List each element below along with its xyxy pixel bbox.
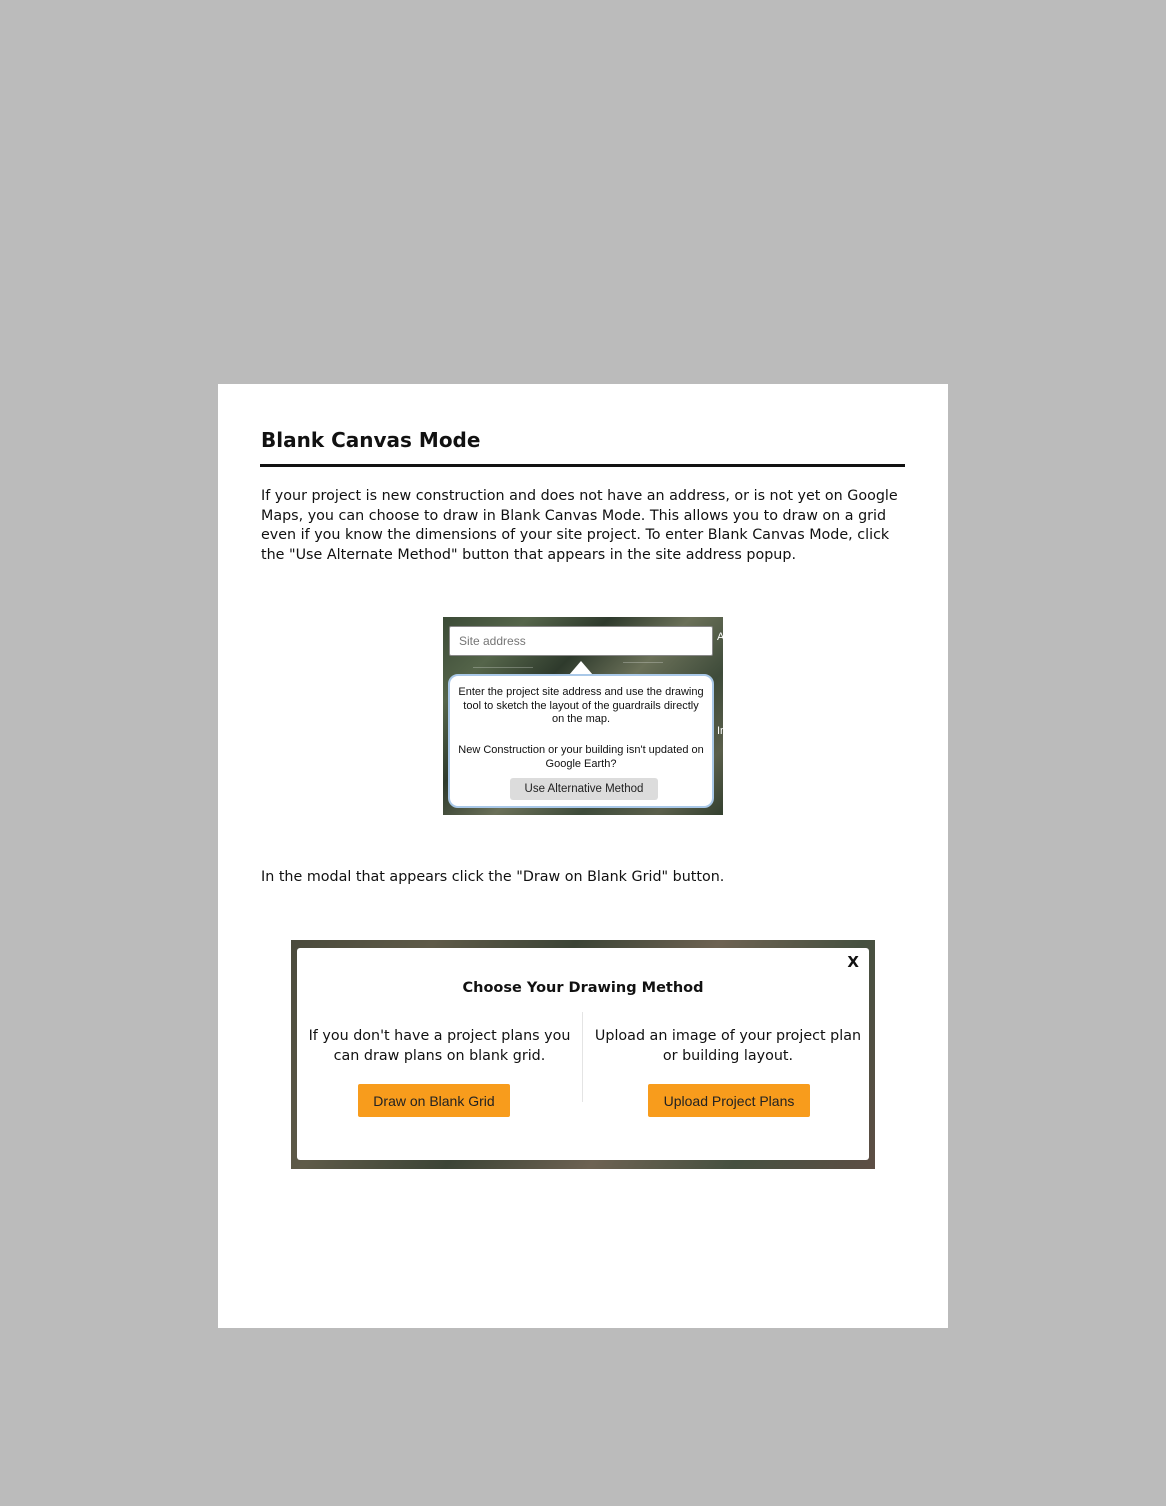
map-label-fragment: A xyxy=(717,631,725,643)
use-alternative-method-button[interactable]: Use Alternative Method xyxy=(510,778,658,800)
upload-plans-description: Upload an image of your project plan or building layout. xyxy=(594,1028,862,1064)
close-button[interactable]: X xyxy=(847,953,859,971)
instruction-paragraph: In the modal that appears click the "Draw on Blank Grid" button. xyxy=(261,869,725,885)
drawing-method-modal xyxy=(297,948,869,1160)
page-title: Blank Canvas Mode xyxy=(261,428,481,452)
popup-arrow xyxy=(569,661,593,675)
modal-title: Choose Your Drawing Method xyxy=(462,980,704,996)
site-address-screenshot xyxy=(443,617,723,815)
title-divider xyxy=(260,464,905,467)
upload-project-plans-button[interactable]: Upload Project Plans xyxy=(648,1084,810,1117)
map-label-fragment: Ir xyxy=(717,725,724,737)
popup-question: New Construction or your building isn't updated on Google Earth? xyxy=(458,744,704,770)
popup-instructions: Enter the project site address and use the drawing tool to sketch the layout of the guardrails directly on the map. xyxy=(458,686,704,725)
column-divider xyxy=(582,1012,583,1102)
intro-paragraph: If your project is new construction and does not have an address, or is not yet on Google Maps, you can choose to draw in Blank Canvas Mode. This allows you to draw on a grid even if you know the dimensions of your site project. To enter Blank Canvas Mode, click the "Use Alternate Method" button that appears in the site address popup. xyxy=(261,488,898,563)
document-page xyxy=(218,384,948,1328)
site-address-input[interactable] xyxy=(449,626,713,656)
address-help-popup xyxy=(448,674,714,808)
map-texture xyxy=(623,662,663,663)
blank-grid-description: If you don't have a project plans you can draw plans on blank grid. xyxy=(308,1028,571,1064)
drawing-method-screenshot xyxy=(291,940,875,1169)
draw-on-blank-grid-button[interactable]: Draw on Blank Grid xyxy=(358,1084,510,1117)
map-texture xyxy=(473,667,533,668)
